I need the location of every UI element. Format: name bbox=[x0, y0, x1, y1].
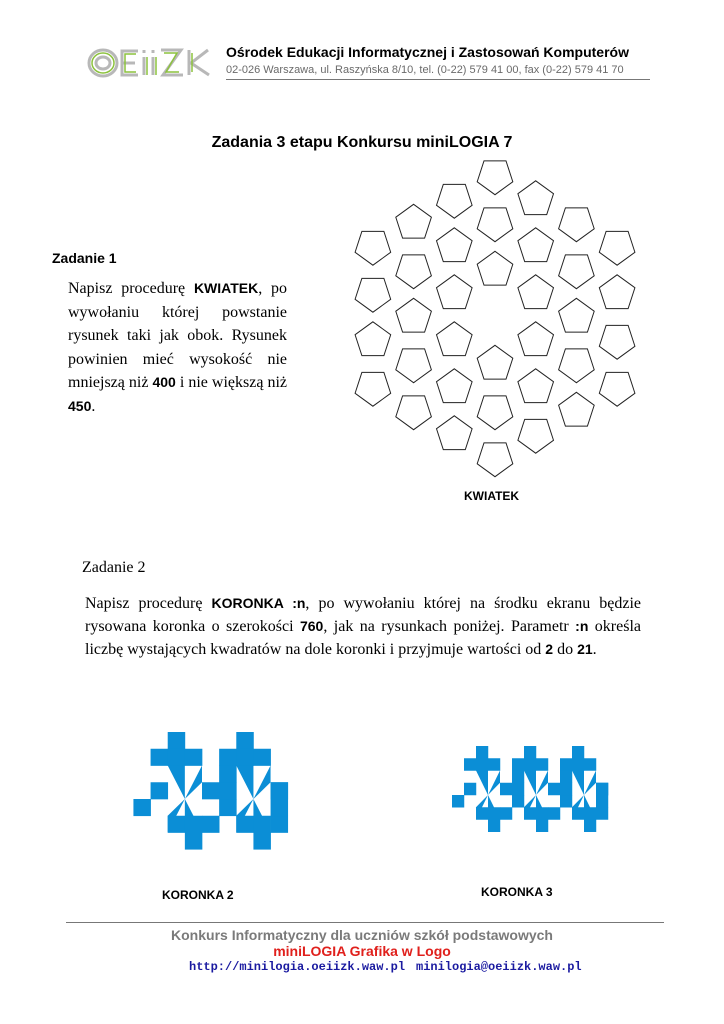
kwiatek-pentagon bbox=[437, 322, 473, 356]
koronka-square bbox=[584, 820, 596, 832]
kwiatek-pentagon bbox=[477, 208, 513, 242]
koronka-square bbox=[596, 807, 608, 819]
koronka-square bbox=[488, 807, 500, 819]
koronka-square bbox=[271, 816, 288, 833]
param-name: :n bbox=[575, 618, 589, 634]
footer-website-link[interactable]: http://minilogia.oeiizk.waw.pl bbox=[189, 960, 406, 974]
koronka-triangle bbox=[185, 766, 202, 800]
koronka-square bbox=[560, 783, 572, 795]
min-height: 400 bbox=[152, 374, 176, 390]
koronka-triangle bbox=[572, 771, 584, 796]
footer-divider bbox=[66, 922, 664, 923]
param-min: 2 bbox=[545, 641, 554, 657]
kwiatek-pentagon bbox=[396, 298, 432, 332]
koronka-square bbox=[151, 782, 168, 799]
koronka-square bbox=[236, 816, 253, 833]
kwiatek-caption: KWIATEK bbox=[464, 489, 520, 503]
kwiatek-figure bbox=[330, 152, 660, 482]
oeiizk-logo bbox=[86, 44, 214, 80]
koronka-square bbox=[476, 807, 488, 819]
procedure-name-kwiatek: KWIATEK bbox=[193, 280, 259, 296]
koronka-square bbox=[500, 783, 512, 795]
koronka-square bbox=[560, 771, 572, 783]
koronka-triangle bbox=[253, 766, 270, 800]
kwiatek-pentagon bbox=[599, 372, 635, 406]
kwiatek-pentagon bbox=[437, 184, 473, 218]
kwiatek-pentagon bbox=[437, 369, 473, 403]
kwiatek-pentagon bbox=[518, 369, 554, 403]
koronka-square bbox=[202, 816, 219, 833]
koronka-square bbox=[512, 771, 524, 783]
koronka-square bbox=[524, 746, 536, 758]
koronka-square bbox=[253, 816, 270, 833]
koronka-square bbox=[524, 807, 536, 819]
koronka-square bbox=[476, 758, 488, 770]
koronka-square bbox=[185, 833, 202, 850]
koronka-square bbox=[219, 799, 236, 816]
koronka-square bbox=[452, 795, 464, 807]
task1-heading: Zadanie 1 bbox=[52, 250, 117, 266]
kwiatek-pentagon bbox=[355, 322, 391, 356]
kwiatek-pentagon bbox=[599, 275, 635, 309]
koronka-square bbox=[488, 758, 500, 770]
koronka-square bbox=[464, 758, 476, 770]
footer-contest-name: Konkurs Informatyczny dla uczniów szkół podstawowych bbox=[171, 927, 553, 943]
koronka-square bbox=[572, 807, 584, 819]
koronka-square bbox=[512, 795, 524, 807]
koronka-square bbox=[548, 783, 560, 795]
koronka-3-figure bbox=[404, 746, 644, 844]
kwiatek-pentagon bbox=[437, 275, 473, 309]
koronka-square bbox=[168, 749, 185, 766]
koronka-square bbox=[488, 820, 500, 832]
koronka-square bbox=[168, 816, 185, 833]
koronka-square bbox=[500, 807, 512, 819]
kwiatek-pentagon bbox=[477, 396, 513, 430]
koronka-square bbox=[271, 799, 288, 816]
kwiatek-pentagon bbox=[396, 396, 432, 430]
kwiatek-pentagon bbox=[559, 255, 595, 289]
kwiatek-pentagon bbox=[477, 251, 513, 285]
kwiatek-pentagon bbox=[396, 349, 432, 383]
koronka-square bbox=[536, 758, 548, 770]
kwiatek-pentagon bbox=[518, 181, 554, 215]
koronka-square bbox=[253, 749, 270, 766]
koronka-square bbox=[572, 746, 584, 758]
koronka-square bbox=[219, 749, 236, 766]
koronka-triangle bbox=[476, 771, 488, 796]
kwiatek-pentagon bbox=[518, 322, 554, 356]
org-name: Ośrodek Edukacji Informatycznej i Zastosowań Komputerów bbox=[226, 44, 629, 60]
koronka-square bbox=[512, 758, 524, 770]
koronka-triangle bbox=[168, 766, 185, 800]
koronka-triangle bbox=[584, 771, 596, 796]
koronka-triangle bbox=[488, 771, 500, 796]
kwiatek-pentagon bbox=[355, 231, 391, 265]
koronka-square bbox=[253, 833, 270, 850]
koronka-square bbox=[512, 783, 524, 795]
kwiatek-pentagon bbox=[396, 204, 432, 238]
koronka-square bbox=[185, 749, 202, 766]
task2-heading: Zadanie 2 bbox=[82, 559, 146, 576]
header-divider bbox=[226, 79, 650, 80]
kwiatek-pentagon bbox=[355, 278, 391, 312]
koronka-square bbox=[236, 732, 253, 749]
kwiatek-pentagon bbox=[518, 275, 554, 309]
koronka-square bbox=[151, 749, 168, 766]
koronka-triangle bbox=[536, 771, 548, 796]
koronka-square bbox=[271, 782, 288, 799]
koronka-square bbox=[584, 807, 596, 819]
koronka-square bbox=[536, 807, 548, 819]
koronka-square bbox=[185, 816, 202, 833]
koronka-square bbox=[202, 782, 219, 799]
kwiatek-pentagon bbox=[599, 325, 635, 359]
koronka-square bbox=[536, 820, 548, 832]
footer-email-link[interactable]: minilogia@oeiizk.waw.pl bbox=[416, 960, 582, 974]
kwiatek-pentagon bbox=[559, 392, 595, 426]
kwiatek-pentagon bbox=[437, 416, 473, 450]
koronka-square bbox=[596, 795, 608, 807]
koronka-3-caption: KORONKA 3 bbox=[481, 885, 553, 899]
koronka-square bbox=[219, 782, 236, 799]
koronka-square bbox=[236, 749, 253, 766]
max-height: 450 bbox=[68, 397, 92, 414]
koronka-square bbox=[219, 766, 236, 783]
task2-text: Napisz procedurę KORONKA :n, po wywołaniu której na środku ekranu będzie rysowana koronka o szerokości 760, jak na rysunkach poniżej. Parametr :n określa liczbę wystających kwadratów na dole koronki i przyjmuje wartości od 2 do 21. bbox=[85, 595, 642, 658]
kwiatek-pentagon bbox=[518, 419, 554, 453]
koronka-square bbox=[560, 795, 572, 807]
lace-width: 760 bbox=[299, 618, 324, 634]
koronka-square bbox=[548, 807, 560, 819]
kwiatek-pentagon bbox=[559, 349, 595, 383]
task1-text: Napisz procedurę KWIATEK, po wywołaniu której powstanie rysunek taki jak obok. Rysunek powinien mieć wysokość nie mniejszą niż 400 i nie większą niż 450. bbox=[68, 280, 288, 415]
kwiatek-pentagon bbox=[437, 228, 473, 262]
param-max: 21 bbox=[577, 641, 593, 657]
koronka-square bbox=[464, 783, 476, 795]
koronka-square bbox=[560, 758, 572, 770]
koronka-triangle bbox=[236, 766, 253, 800]
koronka-square bbox=[524, 758, 536, 770]
koronka-2-figure bbox=[82, 732, 322, 866]
koronka-square bbox=[584, 758, 596, 770]
page-title: Zadania 3 etapu Konkursu miniLOGIA 7 bbox=[211, 134, 513, 151]
kwiatek-pentagon bbox=[518, 228, 554, 262]
koronka-2-caption: KORONKA 2 bbox=[162, 888, 234, 902]
footer-contest-subtitle: miniLOGIA Grafika w Logo bbox=[273, 943, 451, 959]
koronka-square bbox=[168, 732, 185, 749]
kwiatek-pentagon bbox=[477, 345, 513, 379]
kwiatek-pentagon bbox=[396, 255, 432, 289]
koronka-square bbox=[476, 746, 488, 758]
koronka-square bbox=[133, 799, 150, 816]
kwiatek-pentagon bbox=[355, 372, 391, 406]
org-address: 02-026 Warszawa, ul. Raszyńska 8/10, tel. (0-22) 579 41 00, fax (0-22) 579 41 70 bbox=[226, 64, 624, 76]
procedure-name-koronka: KORONKA :n bbox=[211, 595, 306, 611]
koronka-triangle bbox=[524, 771, 536, 796]
kwiatek-pentagon bbox=[599, 231, 635, 265]
kwiatek-pentagon bbox=[477, 161, 513, 195]
kwiatek-pentagon bbox=[559, 298, 595, 332]
kwiatek-pentagon bbox=[477, 443, 513, 477]
kwiatek-pentagon bbox=[559, 208, 595, 242]
koronka-square bbox=[572, 758, 584, 770]
koronka-square bbox=[596, 783, 608, 795]
